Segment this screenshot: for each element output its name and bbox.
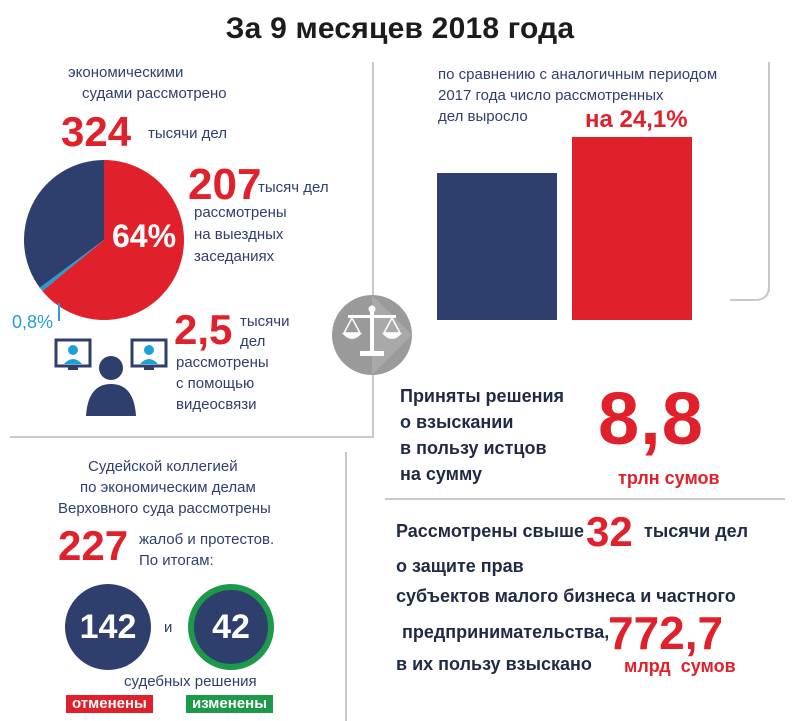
video-unit2: дел: [240, 333, 266, 350]
visiting-line2: на выездных: [194, 226, 284, 243]
supreme-line2: по экономическим делам: [80, 479, 256, 496]
supreme-count-text1: жалоб и протестов.: [139, 531, 275, 548]
claims-line3: в пользу истцов: [400, 438, 547, 458]
econ-intro-line1: экономическими: [68, 64, 184, 81]
business-count: 32: [586, 508, 633, 555]
supreme-count-text2: По итогам:: [139, 552, 214, 569]
video-line2: с помощью: [176, 375, 255, 392]
business-line5: в их пользу взыскано: [396, 654, 592, 674]
page-title: За 9 месяцев 2018 года: [225, 12, 575, 45]
visiting-line3: заседаниях: [194, 248, 275, 265]
bar-2017: [437, 173, 557, 320]
divider-right-curve: [730, 280, 772, 305]
video-line3: видеосвязи: [176, 396, 257, 413]
pie-percent-label: 64%: [112, 218, 177, 254]
business-amount: 772,7: [608, 607, 724, 659]
business-amount-unit: млрд сумов: [624, 656, 736, 676]
claims-line1: Приняты решения: [400, 386, 565, 406]
claims-amount: 8,8: [598, 377, 704, 460]
divider-horizontal-top-left: [10, 436, 374, 438]
growth-line2: 2017 года число рассмотренных: [438, 87, 664, 104]
growth-value: на 24,1%: [585, 106, 688, 133]
changed-circle: [188, 584, 274, 670]
econ-total-number: 324: [61, 108, 132, 155]
divider-lower-vertical: [345, 452, 347, 721]
decisions-label: судебных решения: [124, 673, 257, 690]
cancelled-circle: [65, 584, 151, 670]
pie-video-pointer: [58, 303, 60, 321]
bar-2018: [572, 137, 692, 320]
changed-tag: изменены: [186, 695, 273, 713]
cancelled-count: 142: [79, 607, 137, 646]
visiting-number: 207: [188, 160, 262, 209]
visiting-unit: тысяч дел: [258, 179, 329, 196]
cancelled-tag: отменены: [66, 695, 153, 713]
business-count-unit: тысячи дел: [644, 521, 749, 541]
pie-small-percent: 0,8%: [12, 312, 54, 332]
scales-badge: [322, 285, 422, 385]
econ-total-unit: тысячи дел: [148, 125, 227, 142]
and-word: и: [164, 619, 173, 636]
video-conference-icon: [52, 338, 172, 416]
claims-unit: трлн сумов: [618, 468, 720, 488]
business-line3: субъектов малого бизнеса и частного: [396, 586, 736, 606]
scales-icon: [322, 285, 422, 385]
business-intro: Рассмотрены свыше: [396, 521, 584, 541]
visiting-line1: рассмотрены: [194, 204, 287, 221]
growth-line1: по сравнению с аналогичным периодом: [438, 66, 718, 83]
supreme-count: 227: [58, 522, 129, 569]
growth-line3: дел выросло: [438, 108, 528, 125]
divider-right-vertical: [768, 62, 770, 292]
video-unit1: тысячи: [240, 313, 290, 330]
claims-line2: о взыскании: [400, 412, 514, 432]
supreme-line3: Верховного суда рассмотрены: [58, 500, 271, 517]
claims-line4: на сумму: [400, 464, 483, 484]
econ-intro-line2: судами рассмотрено: [82, 85, 227, 102]
divider-horizontal-right: [385, 498, 785, 500]
business-line4: предпринимательства,: [402, 622, 610, 642]
supreme-line1: Судейской коллегией: [88, 458, 238, 475]
changed-count: 42: [212, 607, 250, 646]
business-line2: о защите прав: [396, 556, 524, 576]
video-number: 2,5: [174, 306, 233, 353]
video-line1: рассмотрены: [176, 354, 269, 371]
